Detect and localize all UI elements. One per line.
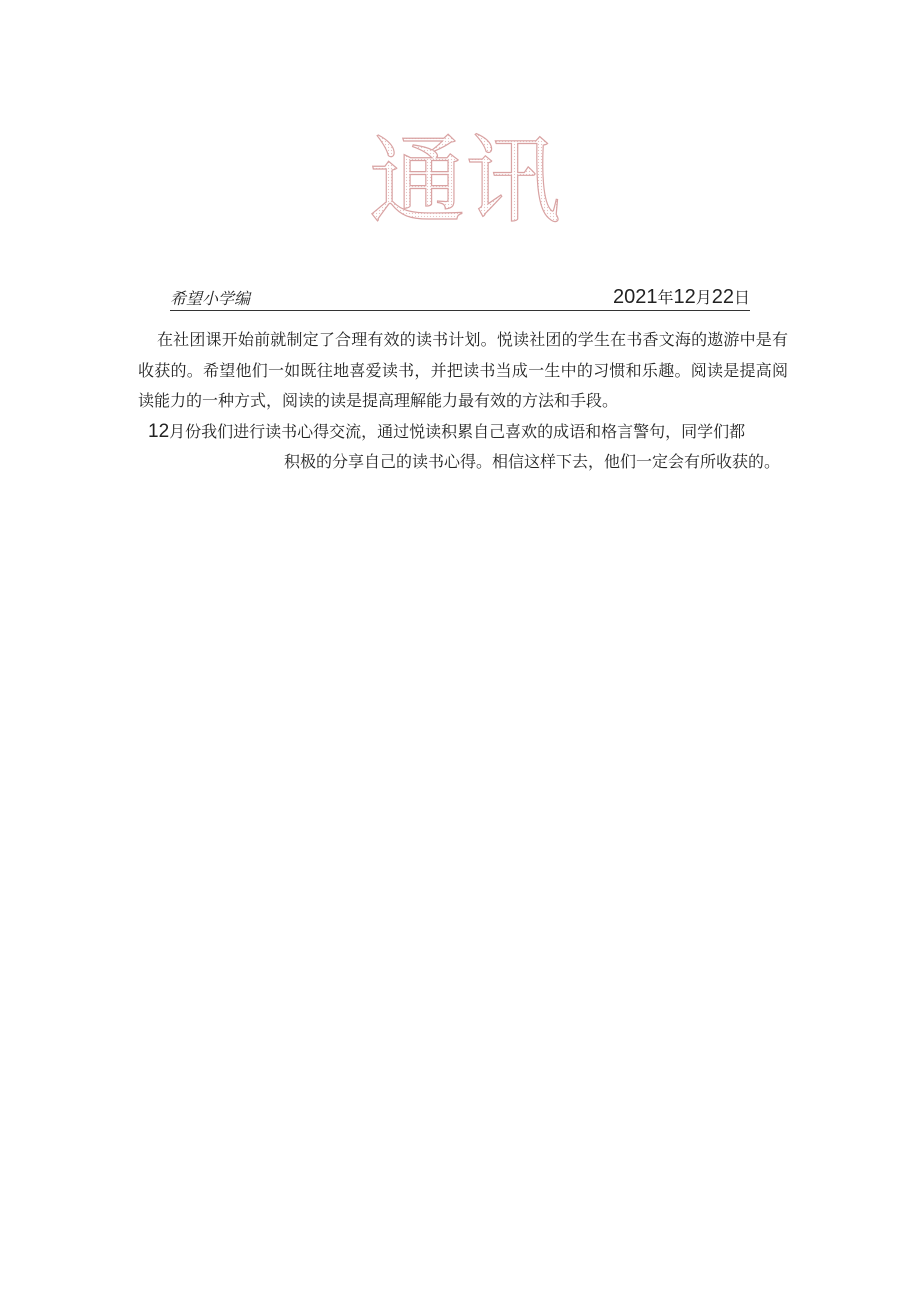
date-day-char: 日: [733, 290, 750, 307]
masthead-title-outline: [360, 122, 570, 232]
issue-date: [613, 285, 750, 309]
paragraph-2-line-2: 积极的分享自己的读书心得。相信这样下去，他们一定会有所收获的。: [283, 451, 780, 471]
masthead-title-text: 通讯: [369, 125, 561, 232]
paragraph-2-month: 12: [148, 420, 170, 442]
date-month-char: 月: [695, 290, 712, 307]
paragraph-2-line-1-text: 月份我们进行读书心得交流，通过悦读积累自己喜欢的成语和格言警句，同学们都: [169, 421, 746, 441]
masthead-title: [360, 122, 570, 232]
date-day: 22: [711, 286, 734, 308]
paragraph-2-line-1: [148, 417, 788, 447]
article-body: [138, 325, 788, 477]
date-year-char: 年: [657, 290, 674, 307]
article-paragraph-2: [138, 417, 788, 477]
date-month: 12: [673, 286, 696, 308]
editor-name: 希望小学编: [170, 289, 251, 308]
article-paragraph-1: 在社团课开始前就制定了合理有效的读书计划。悦读社团的学生在书香文海的遨游中是有收获的。希望他们一如既往地喜爱读书，并把读书当成一生中的习惯和乐趣。阅读是提高阅读能力的一种方式，阅读的读是提高理解能力最有效的方法和手段。: [138, 330, 788, 410]
date-year: 2021: [612, 286, 658, 308]
byline: [170, 288, 750, 311]
